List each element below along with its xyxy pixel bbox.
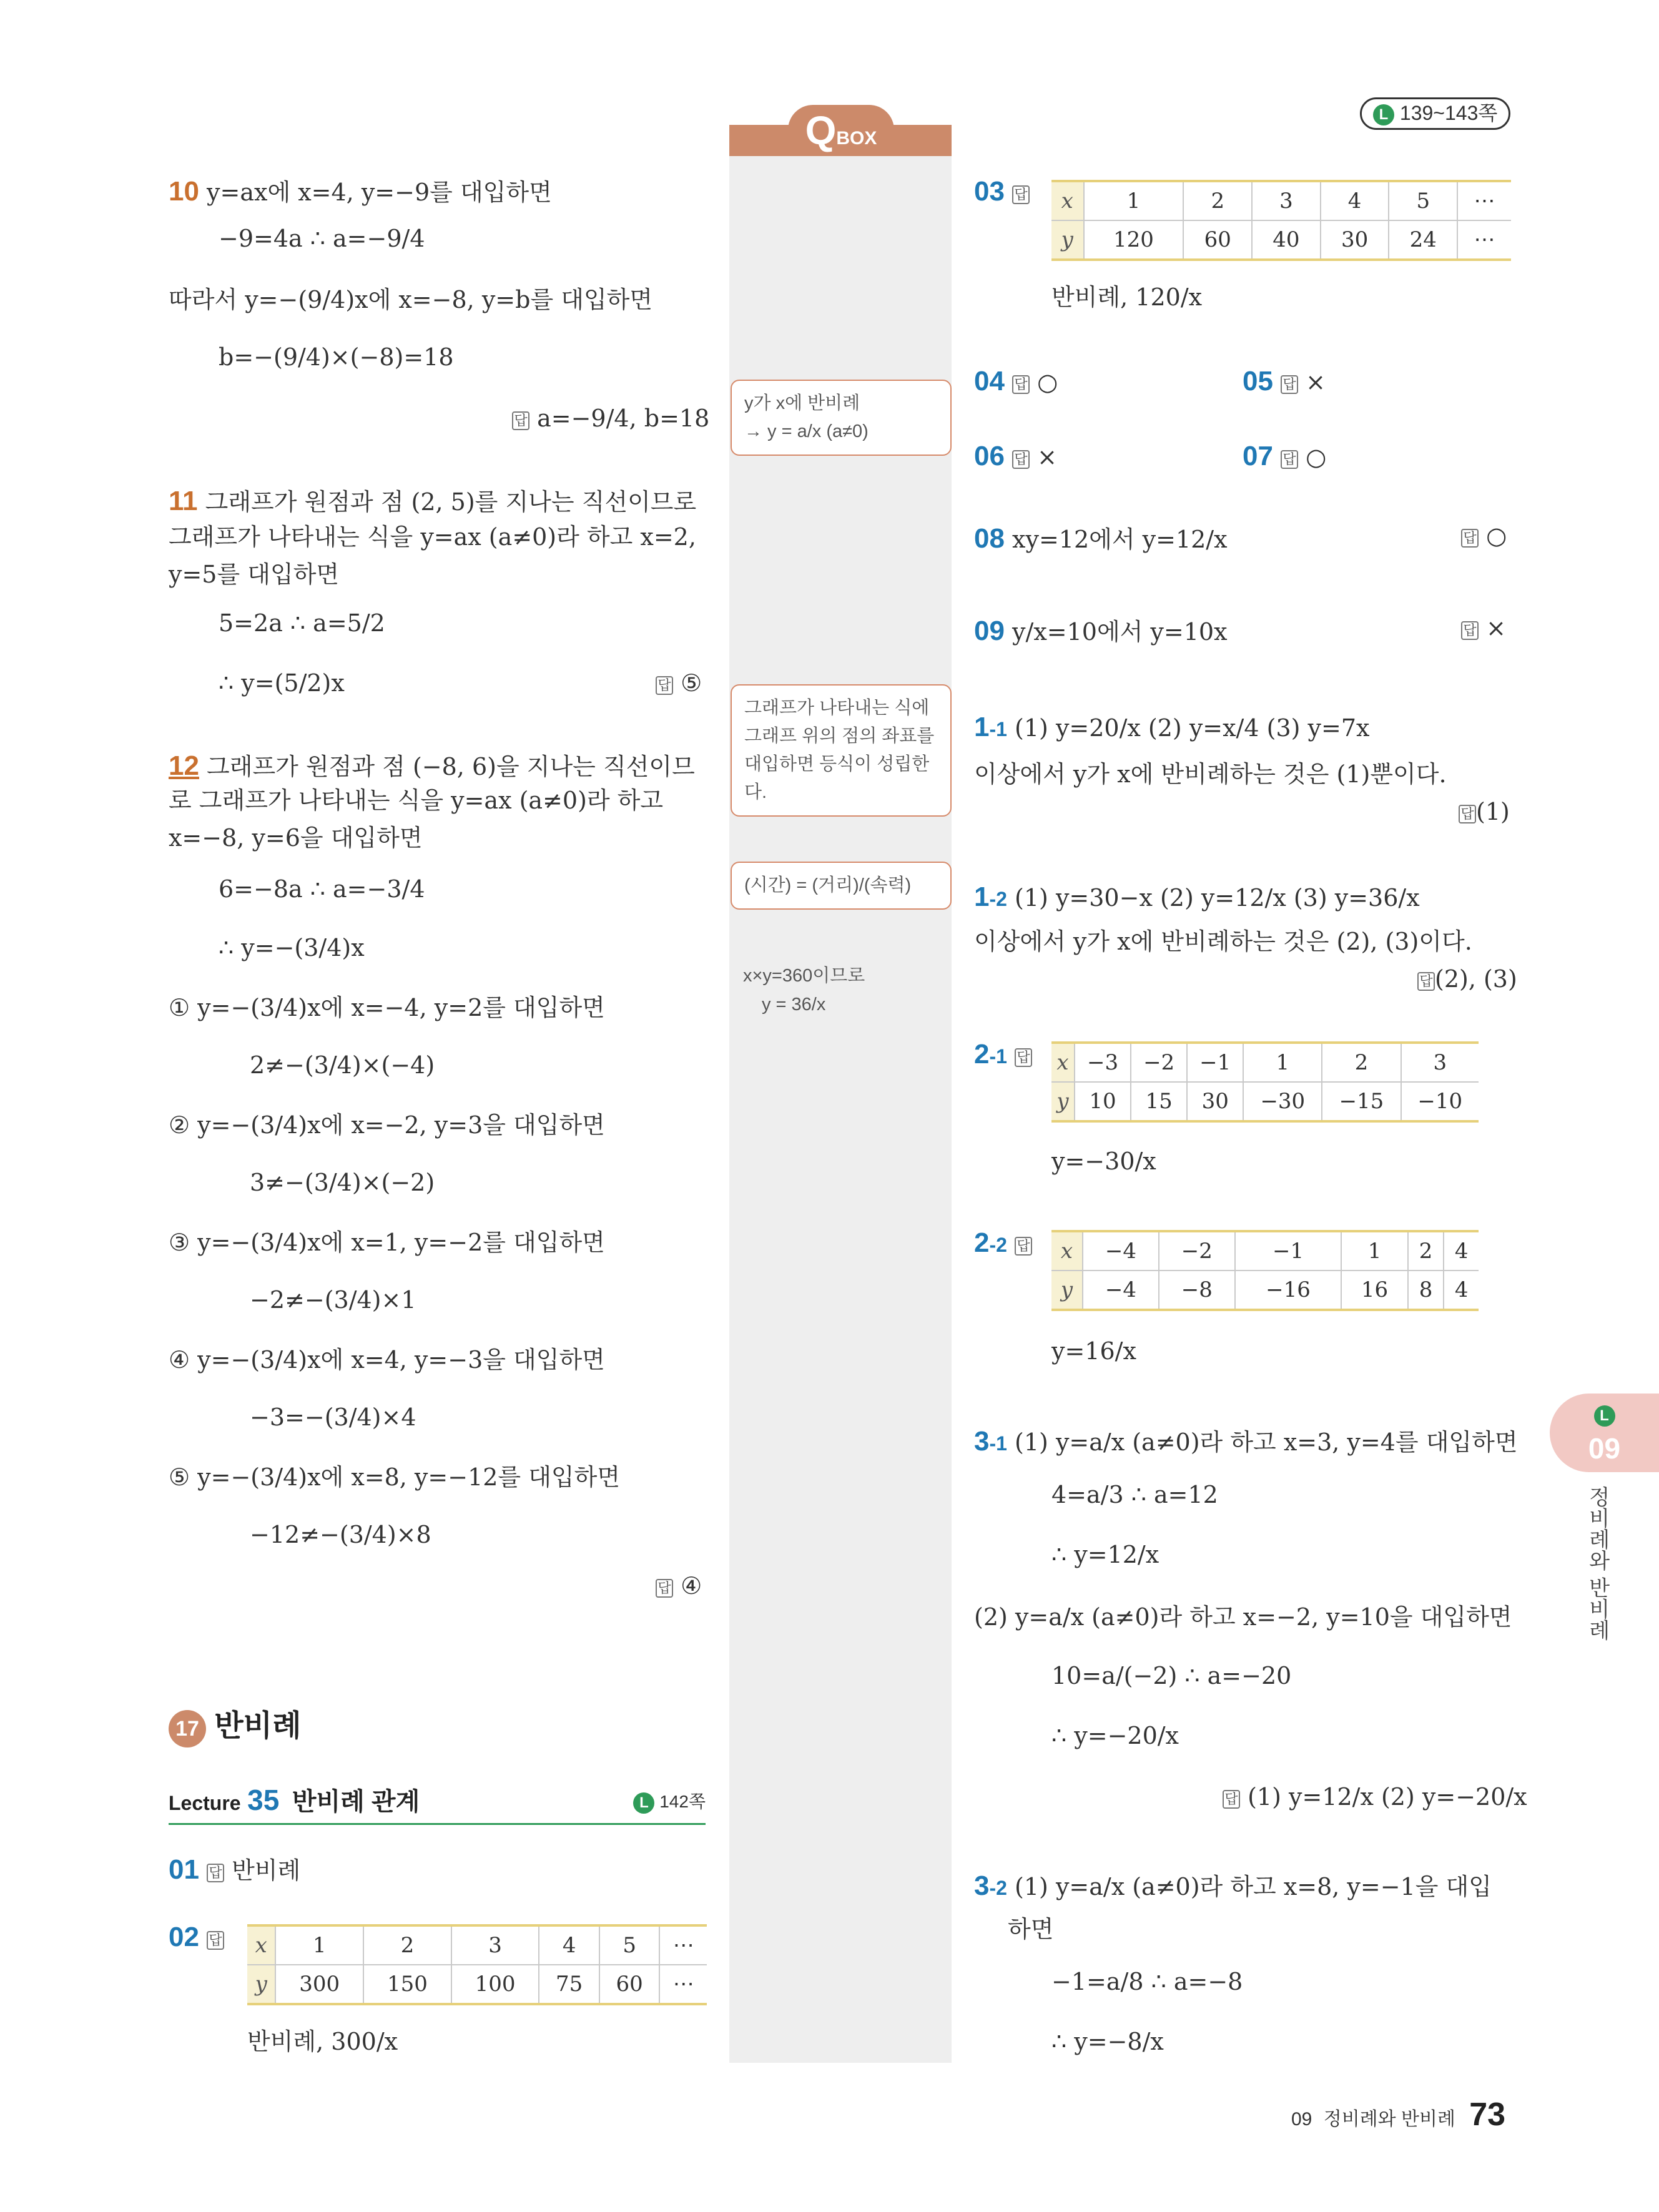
qbox-note-360: x×y=360이므로 y = 36/x	[743, 966, 865, 1015]
table-03: x 1 2 3 4 5 ⋯ y 120 60 40 30 24 ⋯	[1051, 180, 1511, 261]
answer-icon: 답	[1459, 805, 1476, 823]
problem-04: 04 답 ○	[974, 366, 1058, 396]
problem-05: 05 답 ×	[1243, 366, 1326, 396]
solution-line: ∴ y=12/x	[1051, 1541, 1159, 1568]
answer-11: 답 ⑤	[656, 668, 702, 699]
choice-line: ③ y=−(3/4)x에 x=1, y=−2를 대입하면	[169, 1229, 605, 1256]
table-02: x 1 2 3 4 5 ⋯ y 300 150 100 75 60 ⋯	[247, 1924, 707, 2005]
answer-icon: 답	[1223, 1790, 1240, 1809]
solution-line: (2) y=a/x (a≠0)라 하고 x=−2, y=10을 대입하면	[974, 1603, 1512, 1631]
problem-2-1: 2-1 답	[974, 1036, 1032, 1072]
choice-check: −2≠−(3/4)×1	[250, 1286, 416, 1314]
answer-icon: 답	[1015, 1237, 1032, 1256]
problem-number: 12	[169, 750, 199, 781]
answer-icon: 답	[207, 1931, 224, 1950]
problem-text: 로 그래프가 나타내는 식을 y=ax (a≠0)라 하고	[169, 787, 664, 814]
problem-03: 03 답	[974, 174, 1030, 209]
answer-03: 반비례, 120/x	[1051, 283, 1203, 311]
answer-icon: 답	[1461, 529, 1479, 548]
choice-check: 3≠−(3/4)×(−2)	[250, 1169, 435, 1196]
answer-icon: 답	[1461, 621, 1479, 640]
answer-icon: 답	[207, 1864, 224, 1882]
answer-1-2: 답(2), (3)	[1417, 964, 1517, 995]
chapter-side-tab: L 09	[1550, 1394, 1659, 1472]
problem-3-2: 3-2 (1) y=a/x (a≠0)라 하고 x=8, y=−1을 대입	[974, 1870, 1492, 1901]
answer-12: 답 ④	[656, 1571, 702, 1601]
answer-icon: 답	[1012, 375, 1030, 394]
problem-text: 그래프가 나타내는 식을 y=ax (a≠0)라 하고 x=2,	[169, 523, 696, 551]
solution-line: 4=a/3 ∴ a=12	[1051, 1481, 1218, 1508]
chapter-side-title: 정비례와 반비례	[1585, 1486, 1610, 1641]
page-ref-text: 139~143쪽	[1399, 102, 1498, 124]
problem-08: 08 xy=12에서 y=12/x	[974, 523, 1228, 554]
solution-line: −9=4a ∴ a=−9/4	[219, 225, 425, 252]
solution-line: b=−(9/4)×(−8)=18	[219, 343, 454, 371]
answer-icon: 답	[512, 411, 529, 430]
choice-line: ④ y=−(3/4)x에 x=4, y=−3을 대입하면	[169, 1346, 605, 1374]
solution-line: ∴ y=(5/2)x	[219, 669, 345, 697]
section-number: 17	[169, 1710, 206, 1747]
problem-text: 그래프가 원점과 점 (−8, 6)을 지나는 직선이므	[207, 753, 695, 780]
choice-check: −3=−(3/4)×4	[250, 1403, 416, 1431]
answer-08: 답 ○	[1461, 521, 1507, 551]
answer-3-1: 답 (1) y=12/x (2) y=−20/x	[1223, 1782, 1527, 1812]
footer	[1291, 2094, 1505, 2136]
problem-10	[169, 174, 552, 209]
footer-title: 정비례와 반비례	[1323, 2109, 1455, 2130]
problem-09: 09 y/x=10에서 y=10x	[974, 616, 1228, 646]
solution-line: ∴ y=−(3/4)x	[219, 934, 365, 961]
answer-icon: 답	[1012, 450, 1030, 469]
problem-2-2: 2-2 답	[974, 1225, 1032, 1261]
qbox-logo: QBOX	[788, 105, 894, 155]
solution-line: ∴ y=−20/x	[1051, 1722, 1179, 1749]
answer-icon: 답	[1012, 185, 1030, 204]
result-2-1: y=−30/x	[1051, 1148, 1156, 1175]
answer-09: 답 ×	[1461, 613, 1506, 644]
problem-number: 10	[169, 176, 199, 207]
page-number: 73	[1469, 2096, 1506, 2133]
lecture-badge-icon: L	[633, 1792, 654, 1814]
answer-icon: 답	[656, 676, 673, 695]
problem-text: y=ax에 x=4, y=−9를 대입하면	[207, 179, 552, 206]
answer-icon: 답	[1281, 450, 1298, 469]
choice-check: −12≠−(3/4)×8	[250, 1521, 431, 1548]
problem-1-2: 1-2 (1) y=30−x (2) y=12/x (3) y=36/x	[974, 882, 1420, 912]
problem-01: 01 답 반비례	[169, 1854, 301, 1885]
problem-12	[169, 748, 695, 784]
table-2-2: x −4 −2 −1 1 2 4 y −4 −8 −16 16 8 4	[1051, 1230, 1479, 1311]
qbox-note-time: (시간) = (거리)/(속력)	[731, 862, 952, 910]
answer-icon: 답	[1015, 1048, 1032, 1067]
solution-line: −1=a/8 ∴ a=−8	[1051, 1968, 1243, 1995]
problem-number: 11	[169, 486, 198, 516]
problem-1-1: 1-1 (1) y=20/x (2) y=x/4 (3) y=7x	[974, 712, 1370, 742]
solution-line: 이상에서 y가 x에 반비례하는 것은 (2), (3)이다.	[974, 928, 1472, 955]
solution-line: 5=2a ∴ a=5/2	[219, 609, 385, 637]
result-2-2: y=16/x	[1051, 1337, 1136, 1365]
choice-line: ② y=−(3/4)x에 x=−2, y=3을 대입하면	[169, 1111, 605, 1139]
chapter-badge-icon: L	[1594, 1405, 1615, 1427]
problem-text: 그래프가 원점과 점 (2, 5)를 지나는 직선이므로	[205, 488, 697, 516]
problem-text: y=5를 대입하면	[169, 561, 340, 588]
footer-chapter: 09	[1291, 2109, 1312, 2130]
answer-1-1: 답(1)	[1459, 797, 1510, 827]
answer-10: 답 a=−9/4, b=18	[512, 403, 709, 434]
solution-line: 하면	[1008, 1915, 1054, 1943]
solution-line: 이상에서 y가 x에 반비례하는 것은 (1)뿐이다.	[974, 760, 1447, 788]
problem-02: 02 답	[169, 1919, 224, 1955]
choice-line: ① y=−(3/4)x에 x=−4, y=2를 대입하면	[169, 994, 605, 1021]
page-reference	[1360, 97, 1510, 130]
choice-line: ⑤ y=−(3/4)x에 x=8, y=−12를 대입하면	[169, 1463, 621, 1491]
lecture-badge-icon: L	[1373, 104, 1394, 125]
problem-06: 06 답 ×	[974, 441, 1057, 471]
problem-text: x=−8, y=6을 대입하면	[169, 824, 423, 852]
section-title: 17 반비례	[169, 1707, 301, 1747]
table-2-1: x −3 −2 −1 1 2 3 y 10 15 30 −30 −15 −10	[1051, 1041, 1479, 1123]
qbox-note-graph: 그래프가 나타내는 식에 그래프 위의 점의 좌표를 대입하면 등식이 성립한다.	[731, 684, 952, 817]
answer-icon: 답	[656, 1579, 673, 1598]
choice-check: 2≠−(3/4)×(−4)	[250, 1051, 435, 1079]
problem-3-1: 3-1 (1) y=a/x (a≠0)라 하고 x=3, y=4를 대입하면	[974, 1426, 1518, 1457]
solution-line: 10=a/(−2) ∴ a=−20	[1051, 1662, 1292, 1689]
solution-line: 따라서 y=−(9/4)x에 x=−8, y=b를 대입하면	[169, 286, 653, 313]
answer-icon: 답	[1281, 375, 1298, 394]
problem-11	[169, 483, 696, 519]
answer-02: 반비례, 300/x	[247, 2028, 398, 2055]
lecture-header: Lecture 35 반비례 관계 L 142쪽	[169, 1782, 706, 1825]
qbox-note-inverse: y가 x에 반비례 → y = a/x (a≠0)	[731, 380, 952, 456]
answer-icon: 답	[1417, 972, 1435, 991]
problem-07: 07 답 ○	[1243, 441, 1327, 471]
solution-line: 6=−8a ∴ a=−3/4	[219, 875, 425, 903]
solution-line: ∴ y=−8/x	[1051, 2028, 1164, 2055]
